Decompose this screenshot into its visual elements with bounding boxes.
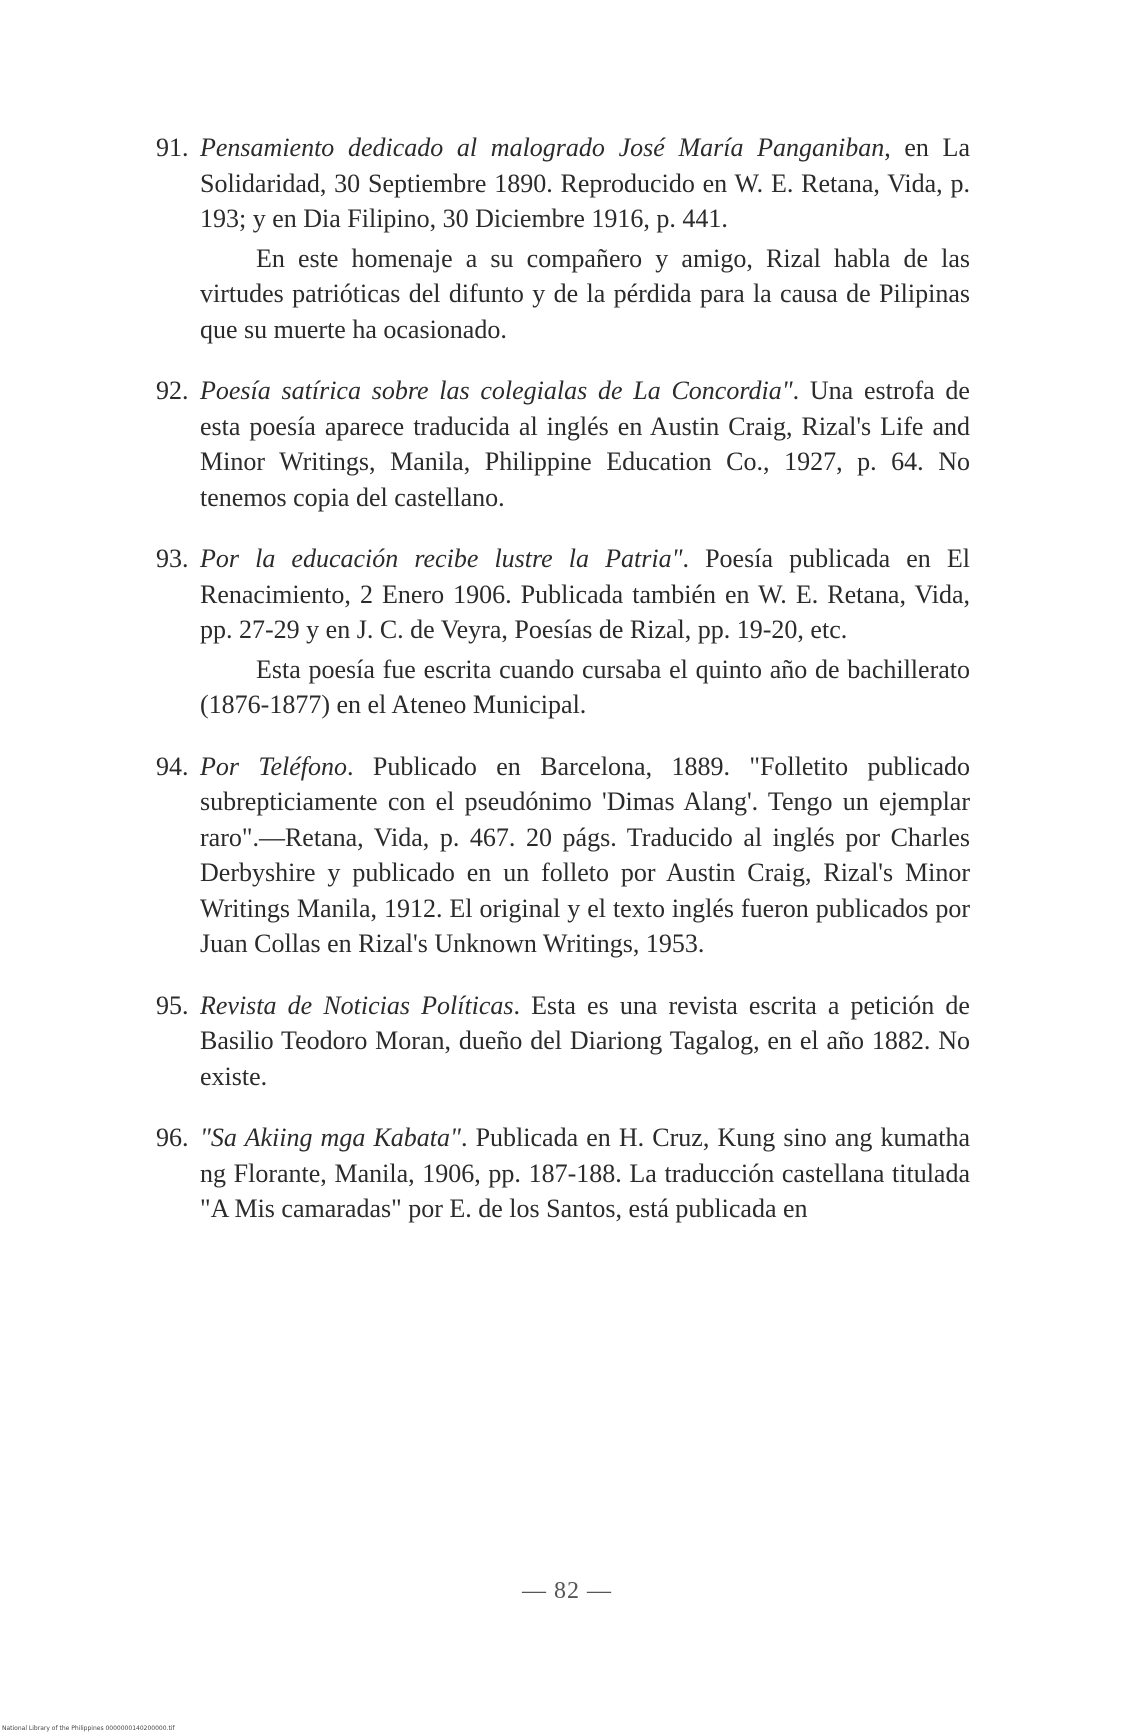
- entry-text: [156, 373, 970, 515]
- entry-number: 94.: [156, 751, 189, 781]
- entry-body: . Publicado en Barcelona, 1889. "Folletito publicado subrepticiamente con el pseudónimo 'Dimas Alang'. Tengo un ejemplar raro".—Retana, Vida, p. 467. 20 págs. Traducido al inglés por Charles Derbyshire y publicado en un folleto por Austin Craig, Rizal's Minor Writings Manila, 1912. El original y el texto inglés fueron publicados por Juan Collas en Rizal's Unknown Writings, 1953.: [200, 751, 971, 958]
- entry-title: Poesía satírica sobre las colegialas de La Concordia": [200, 376, 793, 405]
- entry-text: [156, 988, 970, 1095]
- entry-body: . Publicada en H. Cruz, Kung sino ang kumatha ng Florante, Manila, 1906, pp. 187-188. La traducción castellana titulada "A Mis camaradas" por E. de los Santos, está publicada en: [200, 1123, 970, 1223]
- entry-body: . Poesía publicada en El Renacimiento, 2 Enero 1906. Publicada también en W. E. Retana, Vida, pp. 27-29 y en J. C. de Veyra, Poesías de Rizal, pp. 19-20, etc.: [200, 544, 970, 644]
- entry-93: [156, 541, 970, 723]
- entry-text: [156, 1120, 970, 1227]
- entry-body: . Esta es una revista escrita a petición de Basilio Teodoro Moran, dueño del Diariong Tagalog, en el año 1882. No existe.: [200, 990, 970, 1091]
- entry-note: Esta poesía fue escrita cuando cursaba el quinto año de bachillerato (1876-1877) en el Ateneo Municipal.: [200, 654, 970, 719]
- entry-91: [156, 130, 970, 347]
- entry-number: 95.: [156, 990, 189, 1020]
- entry-title: "Sa Akiing mga Kabata": [200, 1123, 461, 1152]
- entry-title: Revista de Noticias Políticas: [200, 990, 514, 1020]
- entry-number: 91.: [156, 133, 189, 162]
- entry-number: 93.: [156, 544, 189, 573]
- entry-text: [156, 130, 970, 237]
- page-number: — 82 —: [522, 1578, 612, 1604]
- entry-text: [156, 749, 971, 962]
- entry-title: Por Teléfono: [200, 751, 347, 781]
- page-body: [156, 130, 971, 1253]
- scan-footer: National Library of the Philippines 0000000140200000.tif: [2, 1725, 175, 1732]
- entry-96: [156, 1120, 970, 1227]
- entry-92: [156, 373, 970, 515]
- entry-note: En este homenaje a su compañero y amigo, Rizal habla de las virtudes patrióticas del difunto y de la pérdida para la causa de Pilipinas que su muerte ha ocasionado.: [200, 243, 970, 344]
- entry-title: Pensamiento dedicado al malogrado José María Panganiban: [200, 133, 885, 162]
- entry-94: [156, 749, 971, 962]
- entry-body: . Una estrofa de esta poesía aparece traducida al inglés en Austin Craig, Rizal's Life and Minor Writings, Manila, Philippine Education Co., 1927, p. 64. No tenemos copia del castellano.: [200, 376, 970, 512]
- entry-95: [156, 988, 970, 1095]
- entry-title: Por la educación recibe lustre la Patria": [200, 544, 683, 573]
- entry-body: , en La Solidaridad, 30 Septiembre 1890. Reproducido en W. E. Retana, Vida, p. 193; y en Dia Filipino, 30 Diciembre 1916, p. 441.: [200, 133, 970, 233]
- entry-text: [156, 541, 970, 648]
- entry-number: 96.: [156, 1123, 189, 1152]
- entry-number: 92.: [156, 376, 189, 405]
